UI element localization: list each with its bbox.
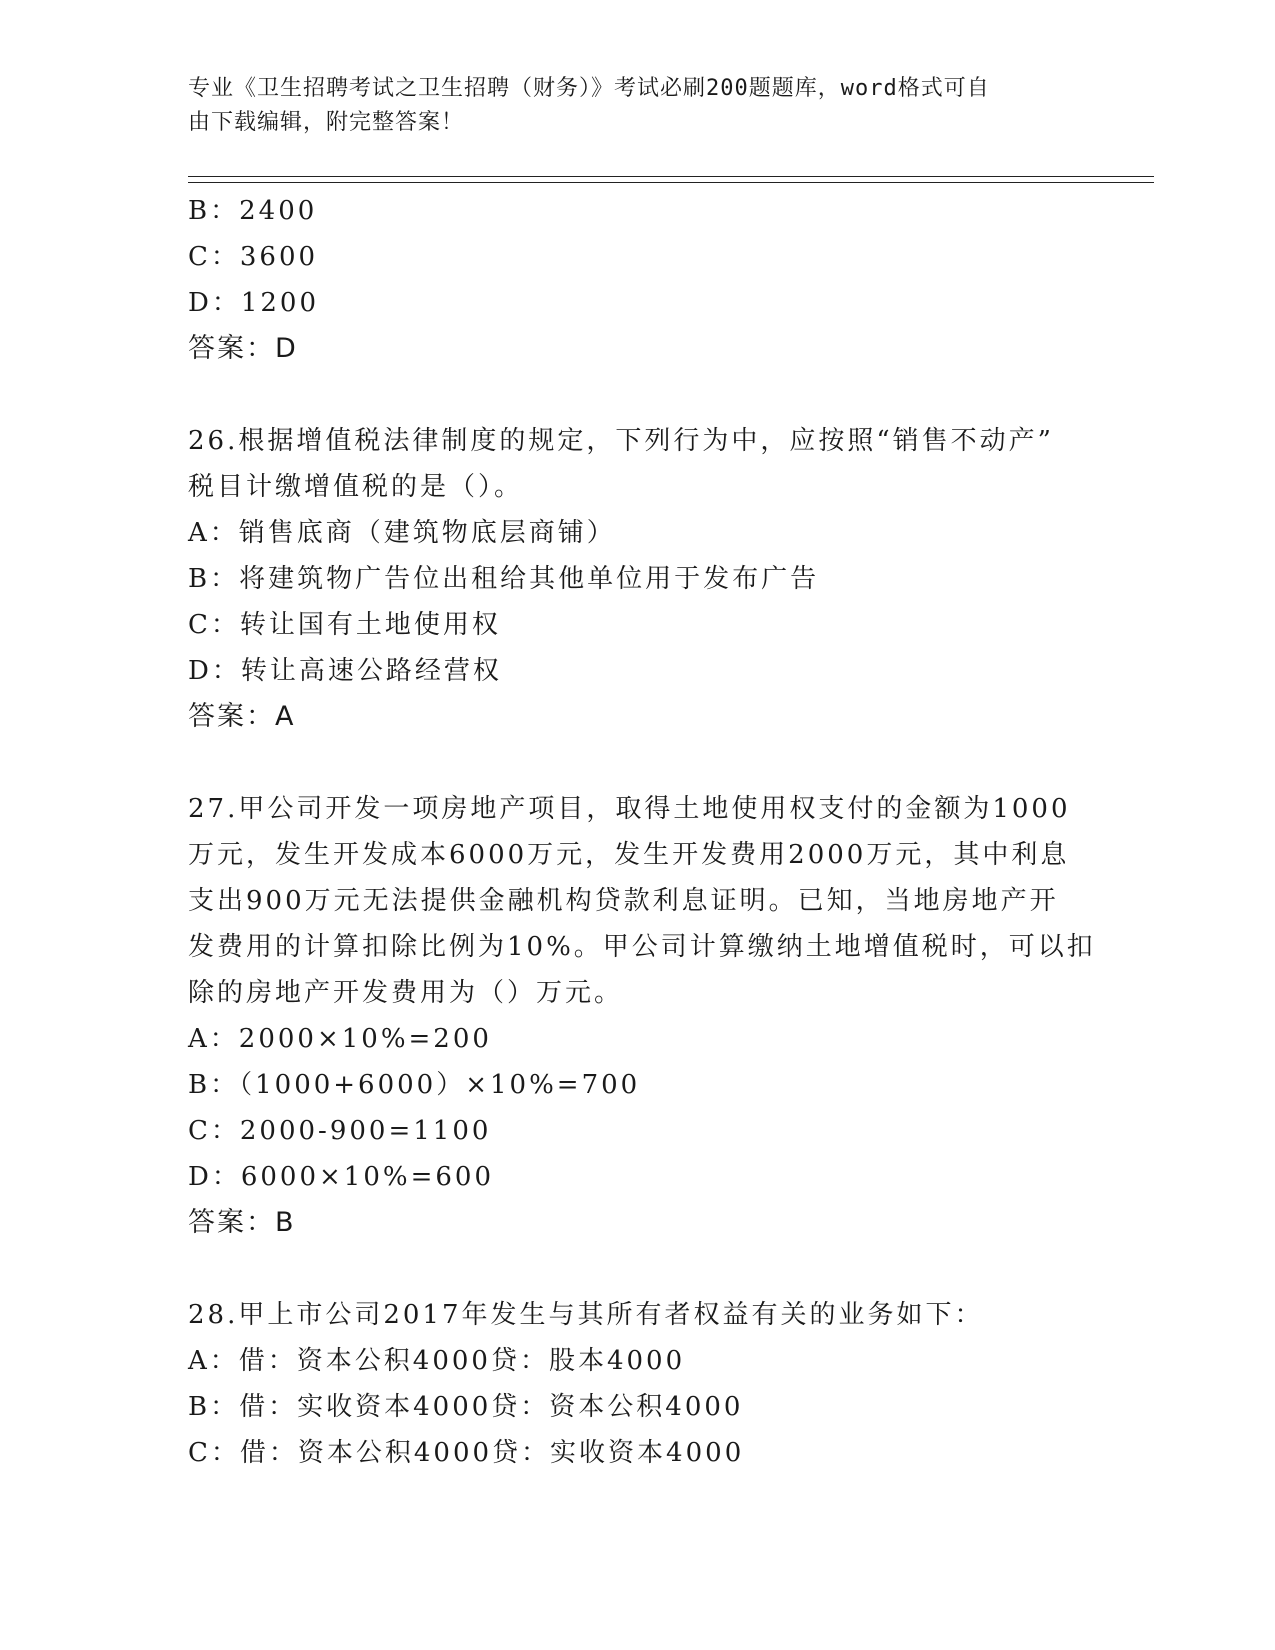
option-a: A：借：资本公积4000贷：股本4000 [188,1346,686,1376]
option-d: D：转让高速公路经营权 [188,656,502,686]
option-d: D：6000×10%=600 [188,1162,494,1192]
header-line-1: 专业《卫生招聘考试之卫生招聘（财务）》考试必刷200题题库，word格式可自 [188,76,990,101]
answer-label: 答案：A [188,701,296,732]
question-stem-line: 万元，发生开发成本6000万元，发生开发费用2000万元，其中利息 [188,840,1070,870]
document-header [188,72,1068,140]
question-25-tail [188,188,1088,372]
question-stem-line: 支出900万元无法提供金融机构贷款利息证明。已知，当地房地产开 [188,886,1059,916]
option-c: C：2000-900=1100 [188,1116,492,1146]
option-a: A：2000×10%=200 [188,1024,492,1054]
option-d: D：1200 [188,288,320,318]
question-26 [188,418,1088,740]
option-c: C：转让国有土地使用权 [188,610,501,640]
question-stem-line: 除的房地产开发费用为（）万元。 [188,978,624,1008]
option-b: B：将建筑物广告位出租给其他单位用于发布广告 [188,564,820,594]
option-c: C：3600 [188,242,319,272]
question-stem-line: 27.甲公司开发一项房地产项目，取得土地使用权支付的金额为1000 [188,794,1071,824]
question-28 [188,1292,1088,1476]
header-divider-bottom [188,182,1154,183]
option-b: B：借：实收资本4000贷：资本公积4000 [188,1392,744,1422]
answer-label: 答案：B [188,1207,296,1238]
answer-label: 答案：D [188,333,298,364]
option-c: C：借：资本公积4000贷：实收资本4000 [188,1438,745,1468]
question-27 [188,786,1096,1246]
question-stem-line: 发费用的计算扣除比例为10%。甲公司计算缴纳土地增值税时，可以扣 [188,932,1096,962]
question-stem-line: 28.甲上市公司2017年发生与其所有者权益有关的业务如下： [188,1300,984,1330]
option-b: B：（1000+6000）×10%=700 [188,1070,641,1100]
header-divider-top [188,176,1154,177]
spacer [188,1246,1088,1292]
spacer [188,372,1088,418]
option-b: B：2400 [188,196,318,226]
header-line-2: 由下载编辑，附完整答案！ [188,110,465,135]
question-stem-line: 26.根据增值税法律制度的规定，下列行为中，应按照“销售不动产” [188,426,1054,456]
question-stem-line: 税目计缴增值税的是（）。 [188,472,524,502]
option-a: A：销售底商（建筑物底层商铺） [188,518,616,548]
spacer [188,740,1088,786]
document-body [188,188,1096,1476]
